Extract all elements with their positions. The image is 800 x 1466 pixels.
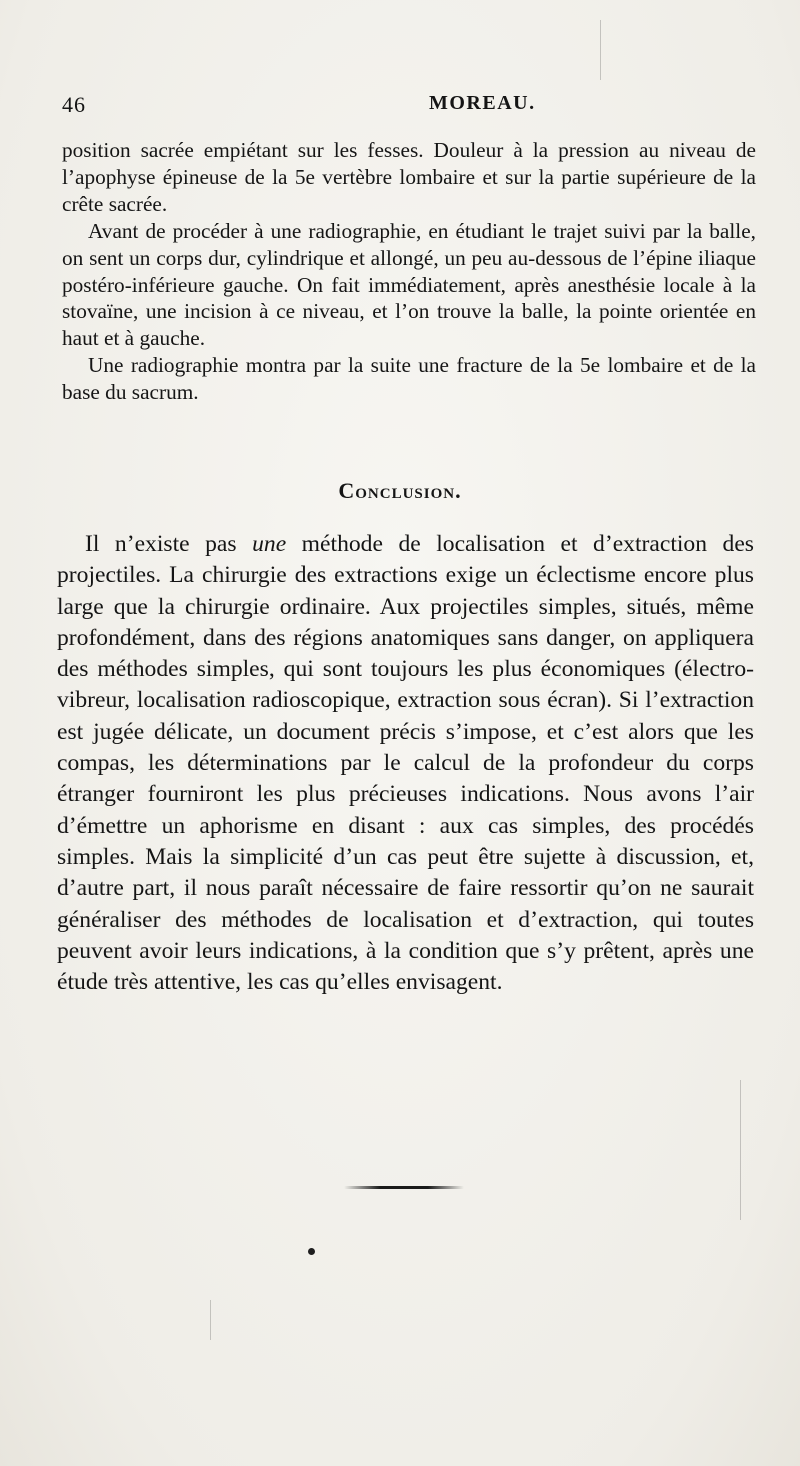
paragraph-fracture-finding: Une radiographie montra par la suite une fracture de la 5e lombaire et de la base du sacrum.: [62, 353, 756, 405]
page-header: [62, 92, 752, 120]
scan-scratch: [600, 20, 601, 80]
paragraph-radiography-procedure: Avant de procéder à une radiographie, en étudiant le trajet suivi par la balle, on sent un corps dur, cylindrique et allongé, un peu au-dessous de l’épine iliaque postéro-inférieure gauche. On fait immédiatement, après anesthésie locale à la stovaïne, une incision à ce niveau, et l’on trouve la balle, la pointe orientée en haut et à gauche.: [62, 218, 756, 351]
conclusion-paragraph: [57, 529, 754, 998]
conclusion-text: [57, 529, 754, 998]
conclusion-emphasis: une: [252, 531, 287, 557]
paragraph-continued: position sacrée empiétant sur les fesses. Douleur à la pression au niveau de l’apophyse épineuse de la 5e vertèbre lombaire et sur la partie supérieure de la crête sacrée.: [62, 138, 756, 216]
scan-scratch: [210, 1300, 211, 1340]
running-head: MOREAU.: [429, 92, 536, 114]
end-ornament-rule: [344, 1186, 464, 1189]
conclusion-lead: Il n’existe pas: [85, 531, 253, 557]
section-heading-conclusion: Conclusion.: [338, 478, 462, 503]
ink-speck: [308, 1248, 315, 1255]
case-report-text: [62, 137, 756, 406]
scan-scratch: [740, 1080, 741, 1220]
page-number: 46: [62, 92, 86, 117]
conclusion-body: méthode de localisation et d’extraction des projectiles. La chirurgie des extractions exige un éclectisme encore plus large que la chirurgie ordinaire. Aux projectiles simples, situés, même profondément, dans des régions anatomiques sans danger, on appliquera des méthodes simples, qui sont toujours les plus économiques (électro-vibreur, localisation radioscopique, extraction sous écran). Si l’extraction est jugée délicate, un document précis s’impose, et c’est alors que les compas, les déterminations par le calcul de la profondeur du corps étranger fourniront les plus précieuses indications. Nous avons l’air d’émettre un aphorisme en disant : aux cas simples, des procédés simples. Mais la simplicité d’un cas peut être sujette à discussion, et, d’autre part, il nous paraît nécessaire de faire ressortir qu’on ne saurait généraliser des méthodes de localisation et d’extraction, qui toutes peuvent avoir leurs indications, à la condition que s’y prêtent, après une étude très attentive, les cas qu’elles envisagent.: [57, 531, 754, 996]
